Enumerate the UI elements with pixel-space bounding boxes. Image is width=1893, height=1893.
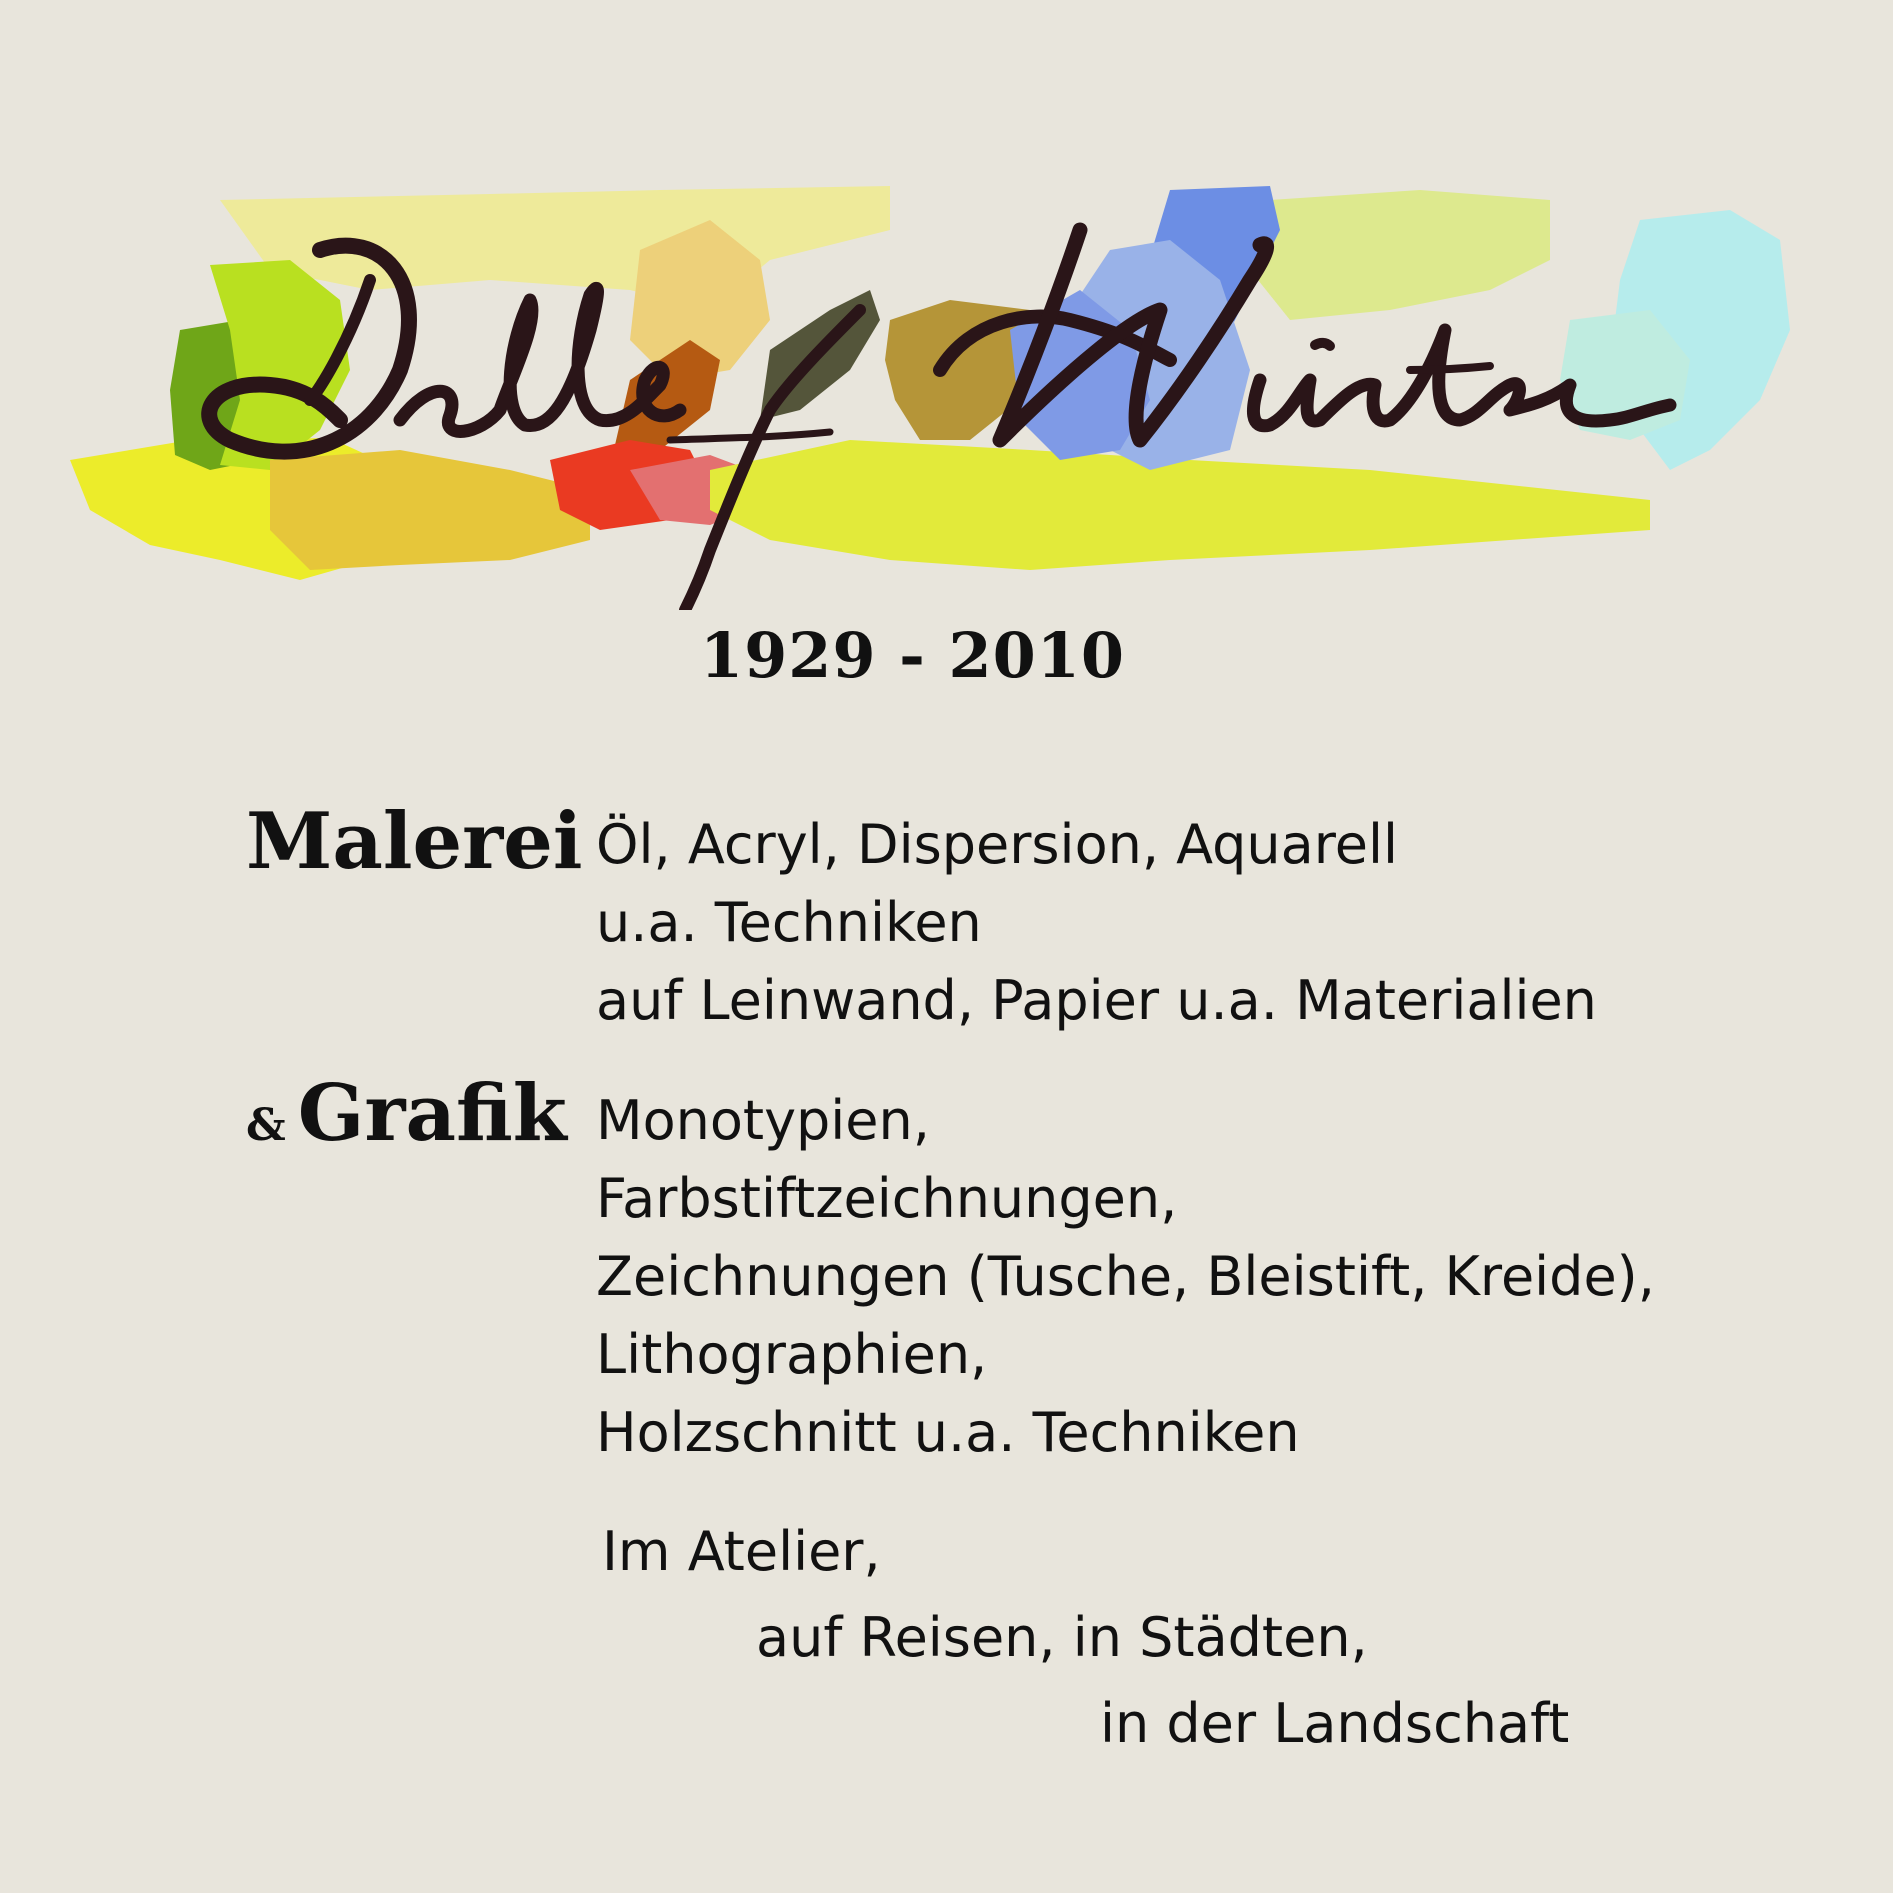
grafik-technique-list: [596, 1082, 1655, 1472]
closing-line-atelier: Im Atelier,: [602, 1520, 881, 1583]
closing-line-landschaft: in der Landschaft: [1100, 1692, 1570, 1755]
heading-grafik-group: [246, 1070, 567, 1170]
ink-t-crossbar: [1410, 366, 1490, 370]
grafik-line: Monotypien,: [596, 1089, 930, 1152]
malerei-technique-list: [596, 806, 1597, 1040]
painted-signature-logo: [70, 170, 1790, 610]
ink-i-dot: [1315, 343, 1330, 346]
grafik-line: Holzschnitt u.a. Techniken: [596, 1401, 1300, 1464]
grafik-line: Lithographien,: [596, 1323, 988, 1386]
wash-ochre: [270, 450, 590, 570]
heading-grafik: Grafik: [297, 1068, 567, 1159]
malerei-line: u.a. Techniken: [596, 891, 982, 954]
signature-banner: [70, 170, 1790, 610]
wash-brown-orange: [615, 340, 720, 450]
ink-f-crossbar: [670, 432, 830, 440]
malerei-line: auf Leinwand, Papier u.a. Materialien: [596, 969, 1597, 1032]
grafik-line: Farbstiftzeichnungen,: [596, 1167, 1178, 1230]
malerei-line: Öl, Acryl, Dispersion, Aquarell: [596, 813, 1398, 876]
life-years: 1929 - 2010: [700, 619, 1126, 692]
heading-malerei: Malerei: [246, 796, 583, 887]
grafik-line: Zeichnungen (Tusche, Bleistift, Kreide),: [596, 1245, 1655, 1308]
closing-line-reisen: auf Reisen, in Städten,: [756, 1606, 1368, 1669]
wash-pale-lime-right: [1250, 190, 1550, 320]
heading-ampersand: &: [246, 1100, 286, 1151]
